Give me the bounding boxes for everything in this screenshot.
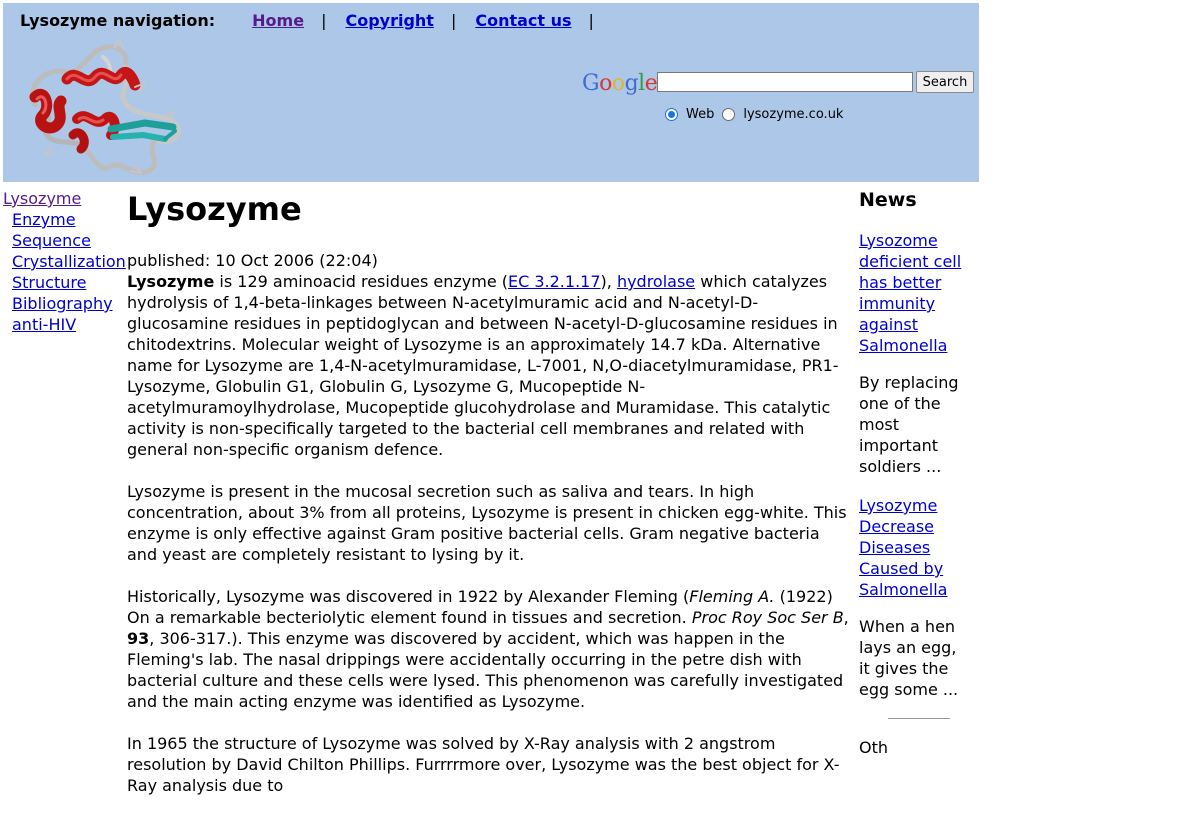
sidebar-item-sequence[interactable]: Sequence — [12, 231, 91, 250]
paragraph-definition — [127, 271, 854, 460]
nav-separator: | — [450, 10, 457, 30]
sidebar-item-structure[interactable]: Structure — [12, 273, 87, 292]
citation-journal: Proc Roy Soc Ser B — [691, 608, 844, 627]
main-content — [127, 188, 854, 817]
sidebar-item-anti-hiv[interactable]: anti-HIV — [12, 315, 77, 334]
link-ec-number[interactable]: EC 3.2.1.17 — [507, 272, 601, 291]
radio-web[interactable] — [665, 108, 678, 121]
term-bold: Lysozyme — [127, 272, 215, 291]
nav-link-copyright[interactable]: Copyright — [345, 10, 434, 30]
radio-site-label: lysozyme.co.uk — [743, 107, 844, 122]
sidebar-item-enzyme[interactable]: Enzyme — [12, 210, 76, 229]
google-logo-text: Google — [582, 71, 658, 96]
news-item-teaser: When a hen lays an egg, it gives the egg some ... — [859, 617, 959, 699]
news-divider — [888, 718, 950, 719]
nav-label: Lysozyme navigation: — [20, 10, 216, 30]
nav-link-contact-us[interactable]: Contact us — [475, 10, 572, 30]
text: ), — [600, 272, 617, 291]
search-scope — [665, 107, 843, 122]
citation-volume: 93 — [127, 629, 150, 648]
paragraph-occurrence: Lysozyme is present in the mucosal secretion such as saliva and tears. In high concentration, about 3% from all proteins, Lysozyme is present in chicken egg-white. This enzyme is only effective against Gram positive bacterial cells. Gram negative bacteria and yeast are completely resistant to lysing by it. — [127, 482, 847, 564]
nav-separator: | — [321, 10, 327, 30]
lysozyme-protein-logo — [15, 27, 185, 177]
left-sidebar — [3, 188, 125, 335]
paragraph-history — [127, 586, 854, 712]
sidebar-item-lysozyme[interactable]: Lysozyme — [3, 189, 82, 208]
nav-separator: | — [588, 10, 594, 30]
news-item-link[interactable]: Lysozyme Decrease Diseases Caused by Salmonella — [859, 496, 948, 599]
search-button[interactable]: Search — [916, 71, 974, 93]
text: Historically, Lysozyme was discovered in 1922 by Alexander Fleming ( — [127, 587, 690, 606]
radio-web-label: Web — [686, 107, 715, 122]
paragraph-structure: In 1965 the structure of Lysozyme was solved by X-Ray analysis with 2 angstrom resolution by David Chilton Phillips. Furrrrmore over, Lysozyme was the best object for X-Ray analysis due to — [127, 734, 840, 795]
text: which catalyzes hydrolysis of 1,4-beta-linkages between N-acetylmuramic acid and N-acetyl-D-glucosamine residues in peptidoglycan and between N-acetyl-D-glucosamine residues in chitodextrins. Molecular weight of Lysozyme is an approximately 14.7 kDa. Alternative name for Lysozyme are 1,4-N-acetylmuramidase, L-7001, N,O-diacetylmuramidase, PR1-Lysozyme, Globulin G1, Globulin G, Lysozyme G, Mucopeptide N-acetylmuramoylhydrolase, Mucopeptide glucohydrolase and Muramidase. This catalytic activity is non-specifically targeted to the bacterial cell membranes and related with general non-specific organism defence. — [127, 272, 839, 459]
google-logo — [582, 71, 658, 99]
radio-site[interactable] — [722, 108, 735, 121]
site-header — [3, 3, 979, 182]
news-more-text: Oth — [859, 738, 889, 757]
citation-author: Fleming A. — [689, 587, 775, 606]
news-heading: News — [859, 189, 917, 211]
text: (1922) On a remarkable becteriolytic element found in tissues and secretion. — [127, 587, 833, 627]
sidebar-item-crystallization[interactable]: Crystallization — [12, 252, 126, 271]
text: is 129 aminoacid residues enzyme ( — [214, 272, 508, 291]
text: , — [843, 608, 849, 627]
search-input[interactable] — [657, 72, 913, 92]
text: , 306-317.). This enzyme was discovered by accident, which was happen in the Fleming's lab. The nasal drippings were accidentally occurring in the petre dish with bacterial culture and these cells were lysed. This phenomenon was carefully investigated and the main acting enzyme was identified as Lysozyme. — [127, 629, 844, 711]
link-hydrolase[interactable]: hydrolase — [616, 272, 696, 291]
page-title: Lysozyme — [127, 190, 302, 228]
news-item-teaser: By replacing one of the most important soldiers ... — [859, 373, 959, 476]
news-item-link[interactable]: Lysozome deficient cell has better immunity against Salmonella — [859, 231, 962, 355]
published-date: published: 10 Oct 2006 (22:04) — [127, 251, 378, 270]
nav-link-home[interactable]: Home — [252, 10, 305, 30]
sidebar-item-bibliography[interactable]: Bibliography — [12, 294, 113, 313]
news-sidebar — [859, 188, 971, 758]
